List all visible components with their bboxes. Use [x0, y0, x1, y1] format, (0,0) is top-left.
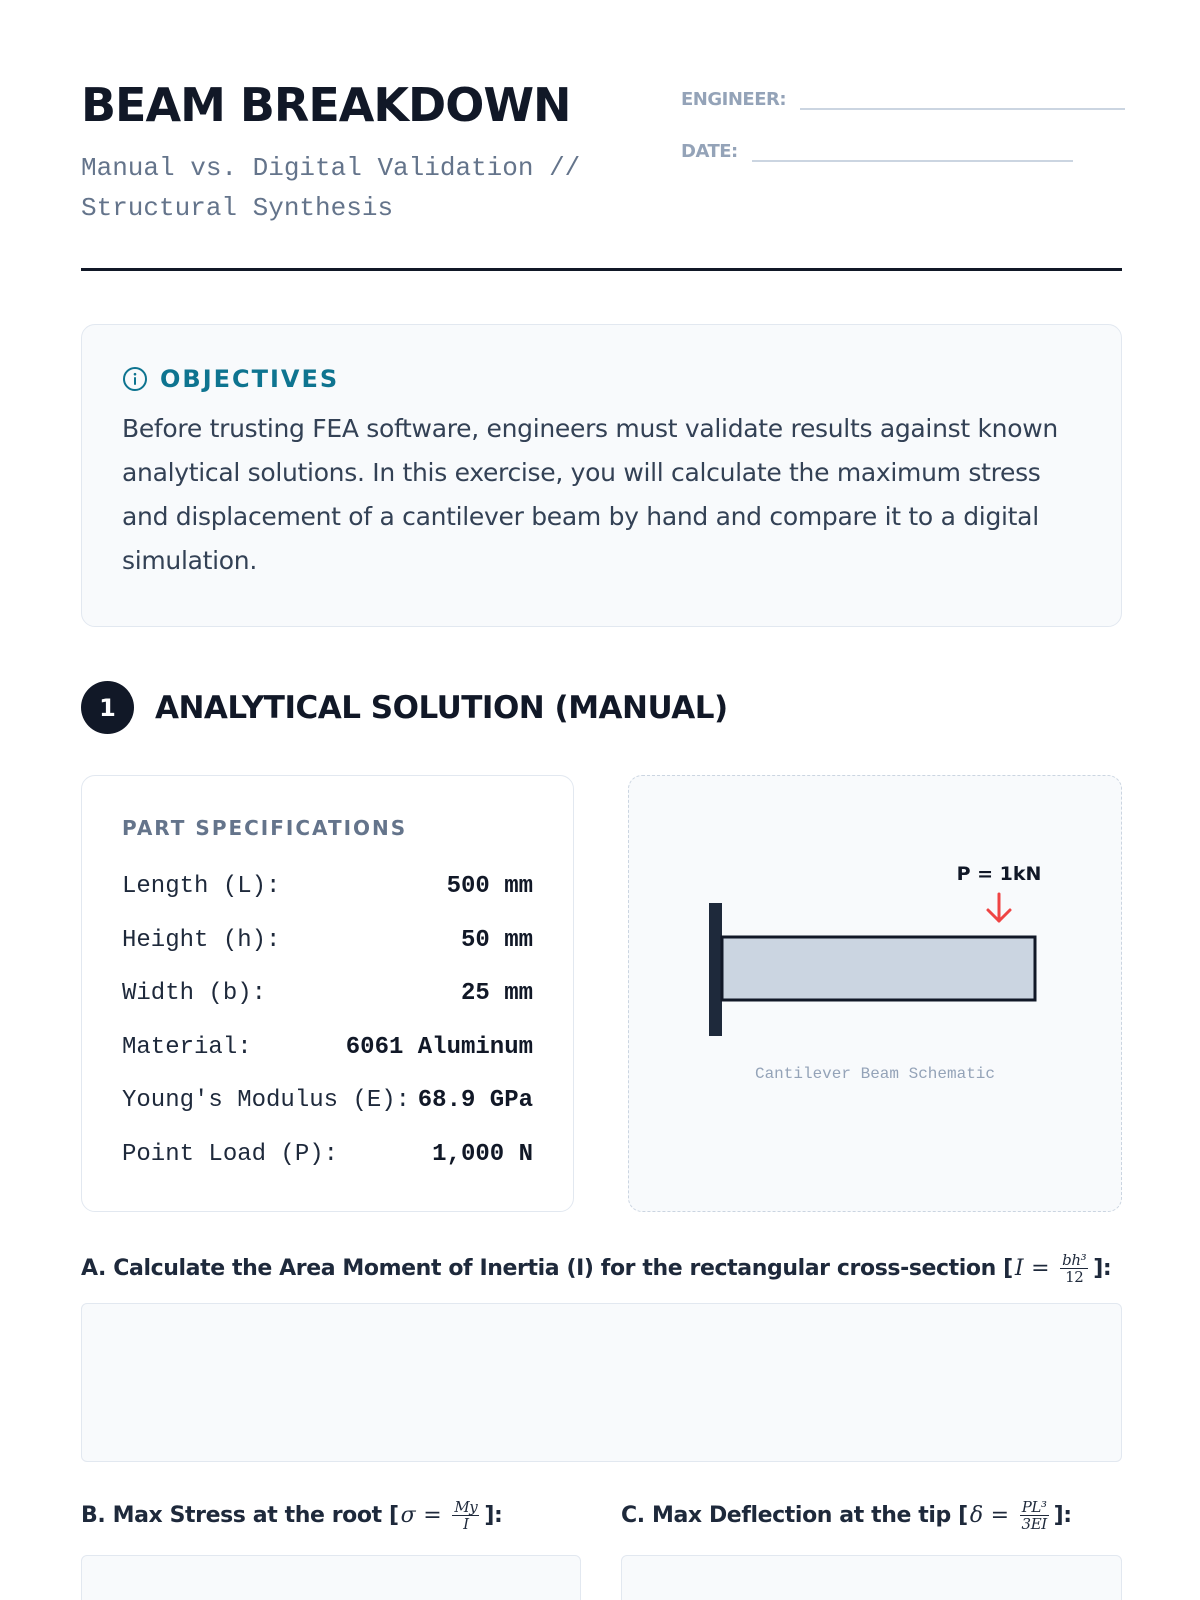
objectives-text: Before trusting FEA software, engineers must validate results against known analytical solutions. In this exercise, you will calculate the maximum stress and displacement of a cantilever beam by hand and compare it to a digital simulation.: [122, 414, 1058, 575]
section-title: ANALYTICAL SOLUTION (MANUAL): [155, 689, 728, 726]
formula-numerator: PL³: [1021, 1498, 1047, 1516]
formula-fraction: [1060, 1252, 1088, 1285]
engineer-field-row: [681, 88, 1125, 110]
spec-label: Length (L):: [122, 873, 281, 901]
answer-a-box[interactable]: [81, 1303, 1122, 1462]
page-subtitle: Manual vs. Digital Validation // Structural Synthesis: [81, 153, 581, 223]
moment-of-inertia-formula: [1015, 1252, 1091, 1285]
question-a-end: ]:: [1093, 1256, 1112, 1281]
spec-label: Height (h):: [122, 926, 281, 954]
objectives-header: [122, 365, 1081, 393]
spec-row: [122, 1074, 533, 1128]
question-b-end: ]:: [484, 1503, 503, 1528]
spec-row: [122, 914, 533, 968]
formula-numerator: My: [454, 1498, 478, 1516]
date-label: DATE:: [681, 141, 738, 162]
formula-lhs: σ: [400, 1503, 416, 1528]
spec-value: 1,000 N: [432, 1140, 533, 1168]
step-number-badge: 1: [81, 681, 134, 734]
max-stress-formula: [401, 1499, 483, 1532]
formula-denominator: 3EI: [1021, 1515, 1047, 1533]
spec-row: [122, 967, 533, 1021]
load-label: P = 1kN: [956, 863, 1042, 885]
schematic-caption: Cantilever Beam Schematic: [754, 1065, 996, 1083]
objectives-title: OBJECTIVES: [160, 365, 340, 393]
formula-denominator: I: [463, 1515, 469, 1533]
date-field-row: [681, 140, 1073, 162]
info-icon: [122, 366, 148, 392]
page-title: BEAM BREAKDOWN: [81, 78, 571, 132]
question-a-text: A. Calculate the Area Moment of Inertia (I) for the rectangular cross-section [: [81, 1256, 1013, 1281]
beam-body: [722, 937, 1035, 1000]
beam-schematic-card: [628, 775, 1122, 1212]
equals-sign: =: [423, 1503, 442, 1528]
question-c: [621, 1499, 1072, 1532]
question-a: [81, 1252, 1111, 1285]
equals-sign: =: [990, 1503, 1009, 1528]
fixed-support-wall: [709, 903, 722, 1036]
formula-denominator: 12: [1065, 1268, 1084, 1286]
date-field[interactable]: [752, 140, 1073, 162]
spec-row: [122, 1021, 533, 1075]
spec-row: [122, 860, 533, 914]
header: [81, 78, 1122, 272]
question-c-end: ]:: [1053, 1503, 1072, 1528]
formula-fraction: [452, 1499, 479, 1532]
spec-value: 68.9 GPa: [417, 1087, 533, 1115]
part-specifications-card: [81, 775, 574, 1212]
spec-value: 500 mm: [446, 873, 533, 901]
engineer-label: ENGINEER:: [681, 89, 787, 110]
objectives-panel: [81, 324, 1122, 627]
question-b-text: B. Max Stress at the root [: [81, 1503, 399, 1528]
header-divider: [81, 268, 1122, 271]
spec-label: Material:: [122, 1033, 252, 1061]
engineer-field[interactable]: [800, 88, 1125, 110]
question-c-text: C. Max Deflection at the tip [: [621, 1503, 968, 1528]
spec-value: 50 mm: [460, 926, 533, 954]
spec-row: [122, 1128, 533, 1182]
spec-value: 6061 Aluminum: [345, 1033, 533, 1061]
spec-value: 25 mm: [460, 980, 533, 1008]
spec-label: Point Load (P):: [122, 1140, 339, 1168]
max-deflection-formula: [970, 1499, 1052, 1532]
formula-lhs: δ: [969, 1503, 983, 1528]
spec-label: Width (b):: [122, 980, 267, 1008]
spec-label: Young's Modulus (E):: [122, 1087, 411, 1115]
formula-lhs: I: [1014, 1256, 1024, 1281]
section-1-header: [81, 681, 728, 734]
answer-b-box[interactable]: [81, 1555, 581, 1600]
answer-c-box[interactable]: [621, 1555, 1122, 1600]
beam-schematic: [629, 776, 1123, 1213]
formula-numerator: bh³: [1062, 1251, 1087, 1269]
arrow-down-icon: [988, 894, 1010, 921]
formula-fraction: [1020, 1499, 1049, 1532]
question-b: [81, 1499, 502, 1532]
specifications-title: PART SPECIFICATIONS: [122, 816, 408, 840]
equals-sign: =: [1031, 1256, 1050, 1281]
